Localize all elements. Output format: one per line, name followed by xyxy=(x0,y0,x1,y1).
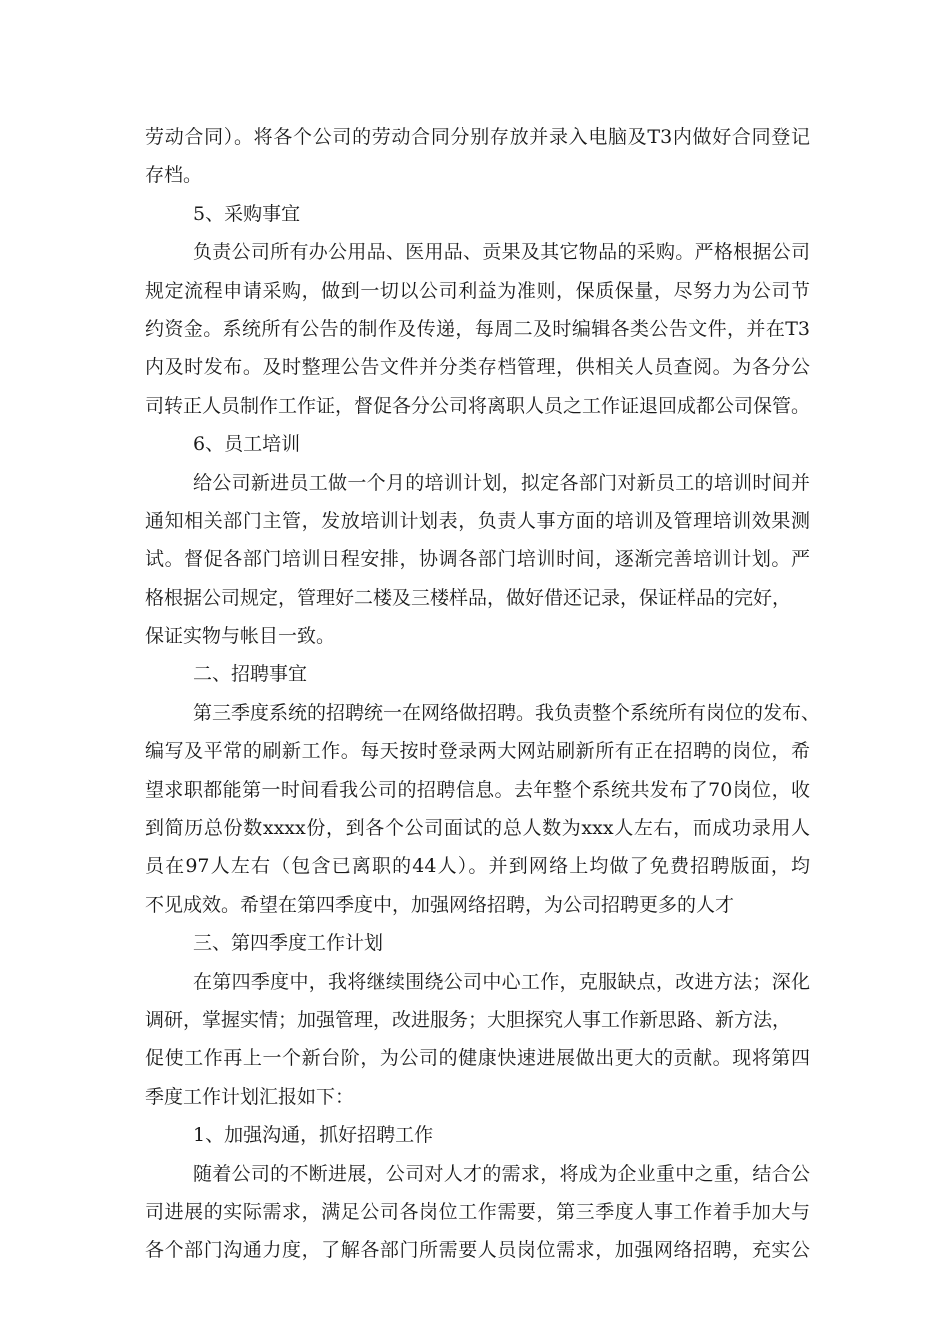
text-line: 劳动合同）。将各个公司的劳动合同分别存放并录入电脑及T3内做好合同登记 xyxy=(145,126,810,148)
section-heading: 5、采购事宜 xyxy=(193,202,301,225)
text-line: 调研，掌握实情；加强管理，改进服务；大胆探究人事工作新思路、新方法， xyxy=(145,1008,792,1031)
text-line: 存档。 xyxy=(145,164,203,187)
text-line: 试。督促各部门培训日程安排，协调各部门培训时间，逐渐完善培训计划。严 xyxy=(145,548,810,571)
text-line: 通知相关部门主管，发放培训计划表，负责人事方面的培训及管理培训效果测 xyxy=(145,509,810,532)
document-body xyxy=(145,118,821,1270)
text-line: 编写及平常的刷新工作。每天按时登录两大网站刷新所有正在招聘的岗位，希 xyxy=(145,740,810,763)
text-line: 在第四季度中，我将继续围绕公司中心工作，克服缺点，改进方法；深化 xyxy=(193,970,810,993)
text-line: 约资金。系统所有公告的制作及传递，每周二及时编辑各类公告文件，并在T3 xyxy=(145,317,810,340)
text-line: 格根据公司规定，管理好二楼及三楼样品，做好借还记录，保证样品的完好， xyxy=(145,586,792,609)
text-line: 保证实物与帐目一致。 xyxy=(145,625,336,648)
text-line: 季度工作计划汇报如下： xyxy=(145,1085,355,1108)
section-heading: 1、加强沟通，抓好招聘工作 xyxy=(193,1124,434,1147)
text-line: 给公司新进员工做一个月的培训计划，拟定各部门对新员工的培训时间并 xyxy=(193,471,810,494)
text-line: 内及时发布。及时整理公告文件并分类存档管理，供相关人员查阅。为各分公 xyxy=(145,356,810,379)
text-line: 到简历总份数xxxx份，到各个公司面试的总人数为xxx人左右，而成功录用人 xyxy=(145,817,810,840)
text-line: 各个部门沟通力度，了解各部门所需要人员岗位需求，加强网络招聘，充实公 xyxy=(145,1239,810,1262)
text-line: 司转正人员制作工作证，督促各分公司将离职人员之工作证退回成都公司保管。 xyxy=(145,394,811,417)
text-line: 随着公司的不断进展，公司对人才的需求，将成为企业重中之重，结合公 xyxy=(193,1162,810,1185)
section-heading: 二、招聘事宜 xyxy=(193,663,308,686)
section-heading: 三、第四季度工作计划 xyxy=(193,932,384,955)
text-line: 不见成效。希望在第四季度中，加强网络招聘，为公司招聘更多的人才 xyxy=(145,893,735,916)
text-line: 负责公司所有办公用品、医用品、贡果及其它物品的采购。严格根据公司 xyxy=(193,241,810,264)
text-line: 规定流程申请采购，做到一切以公司利益为准则，保质保量，尽努力为公司节 xyxy=(145,279,810,302)
text-line: 员在97人左右（包含已离职的44人）。并到网络上均做了免费招聘版面，均 xyxy=(145,855,810,878)
text-line: 第三季度系统的招聘统一在网络做招聘。我负责整个系统所有岗位的发布、 xyxy=(193,701,821,724)
text-line: 望求职都能第一时间看我公司的招聘信息。去年整个系统共发布了70岗位，收 xyxy=(145,778,810,801)
text-line: 促使工作再上一个新台阶，为公司的健康快速进展做出更大的贡献。现将第四 xyxy=(145,1047,810,1070)
section-heading: 6、员工培训 xyxy=(193,433,301,456)
text-line: 司进展的实际需求，满足公司各岗位工作需要，第三季度人事工作着手加大与 xyxy=(145,1200,810,1223)
